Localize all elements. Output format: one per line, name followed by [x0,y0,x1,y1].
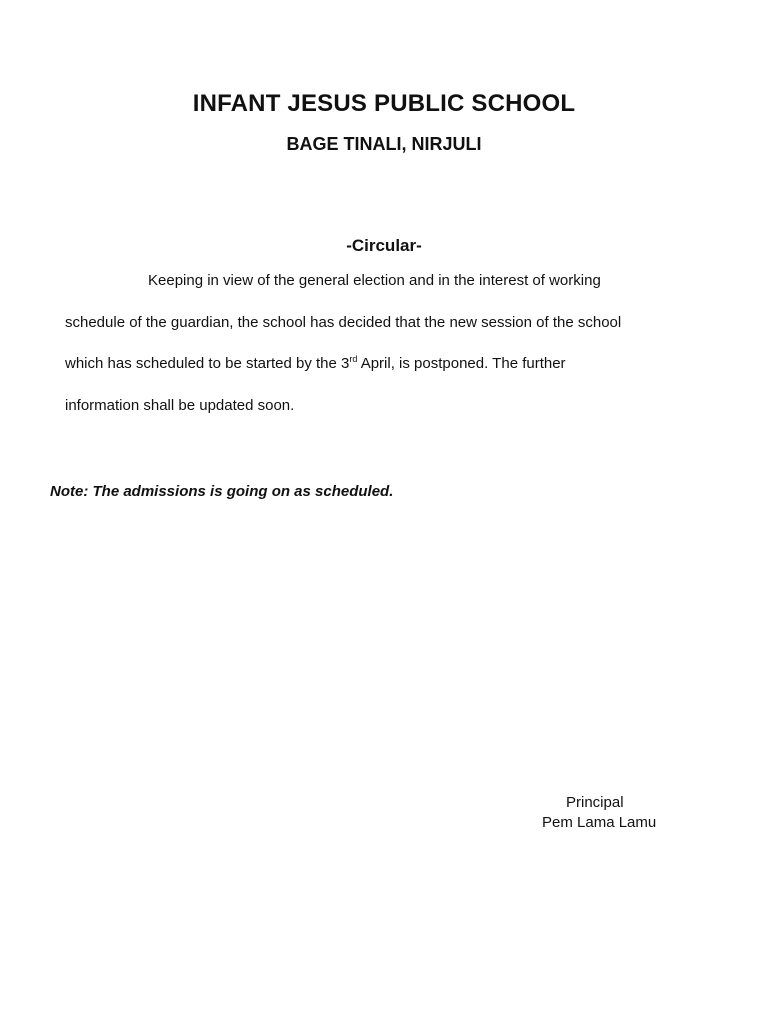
body-line-4: information shall be updated soon. [65,397,295,414]
school-address: BAGE TINALI, NIRJULI [286,134,482,154]
document-title: -Circular- [346,236,422,255]
body-line-3 [65,355,566,372]
body-line-3-start: which has scheduled to be started by the 3 [65,355,350,372]
signatory-name: Pem Lama Lamu [542,814,657,831]
body-line-2: schedule of the guardian, the school has decided that the new session of the school [65,314,622,331]
school-name: INFANT JESUS PUBLIC SCHOOL [192,90,576,117]
admission-note: Note: The admissions is going on as scheduled. [50,483,394,500]
signatory-role: Principal [566,794,624,811]
body-line-3-end: April, is postponed. The further [357,355,566,372]
ordinal-suffix: rd [349,354,358,364]
body-line-1: Keeping in view of the general election and in the interest of working [148,272,601,289]
